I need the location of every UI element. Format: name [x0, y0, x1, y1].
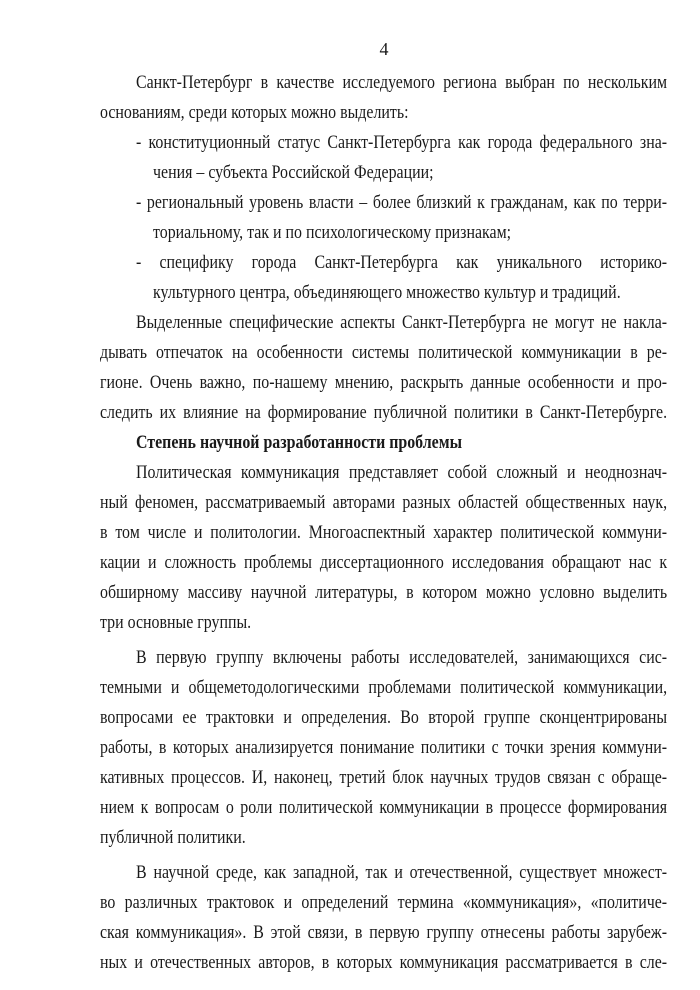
paragraph-line: нием к вопросам о роли политической коммуникации в процессе формирования [100, 798, 668, 818]
list-item-line: - региональный уровень власти – более близкий к гражданам, как по терри- [136, 193, 668, 213]
paragraph-line: обширному массиву научной литературы, в котором можно условно выделить [100, 583, 668, 603]
list-item-line: ториальному, так и по психологическому признакам; [153, 223, 512, 243]
paragraph-line: В первую группу включены работы исследователей, занимающихся сис- [136, 648, 668, 668]
paragraph-line: публичной политики. [100, 828, 246, 848]
list-item-line: культурного центра, объединяющего множество культур и традиций. [153, 283, 621, 303]
paragraph-line: ных и отечественных авторов, в которых коммуникация рассматривается в сле- [100, 953, 668, 973]
paragraph-line: В научной среде, как западной, так и отечественной, существует множест- [136, 863, 668, 883]
paragraph-line: ская коммуникация». В этой связи, в первую группу отнесены работы зарубеж- [100, 923, 668, 943]
paragraph-line: во различных трактовок и определений термина «коммуникация», «политиче- [100, 893, 668, 913]
section-heading: Степень научной разработанности проблемы [136, 433, 462, 453]
paragraph-line: работы, в которых анализируется понимание политики с точки зрения коммуни- [100, 738, 668, 758]
paragraph-line: гионе. Очень важно, по-нашему мнению, раскрыть данные особенности и про- [100, 373, 668, 393]
paragraph-line: вопросами ее трактовки и определения. Во второй группе сконцентрированы [100, 708, 668, 728]
paragraph-line: темными и общеметодологическими проблемами политической коммуникации, [100, 678, 668, 698]
paragraph-line: кативных процессов. И, наконец, третий блок научных трудов связан с обраще- [100, 768, 668, 788]
paragraph-line: ный феномен, рассматриваемый авторами разных областей общественных наук, [100, 493, 668, 513]
paragraph-line: Политическая коммуникация представляет собой сложный и неоднознач- [136, 463, 668, 483]
paragraph-line: три основные группы. [100, 613, 252, 633]
paragraph-line: Санкт-Петербург в качестве исследуемого региона выбран по нескольким [136, 73, 668, 93]
paragraph-line: Выделенные специфические аспекты Санкт-Петербурга не могут не накла- [136, 313, 668, 333]
list-item-line: - специфику города Санкт-Петербурга как уникального историко- [136, 253, 668, 273]
page-number: 4 [379, 39, 389, 59]
paragraph-line: основаниям, среди которых можно выделить: [100, 103, 409, 123]
list-item-line: чения – субъекта Российской Федерации; [153, 163, 434, 183]
paragraph-line: кации и сложность проблемы диссертационного исследования обращают нас к [100, 553, 668, 573]
paragraph-line: дывать отпечаток на особенности системы политической коммуникации в ре- [100, 343, 668, 363]
paragraph-line: следить их влияние на формирование публичной политики в Санкт-Петербурге. [100, 403, 668, 423]
list-item-line: - конституционный статус Санкт-Петербурга как города федерального зна- [136, 133, 668, 153]
paragraph-line: в том числе и политологии. Многоаспектный характер политической коммуни- [100, 523, 668, 543]
